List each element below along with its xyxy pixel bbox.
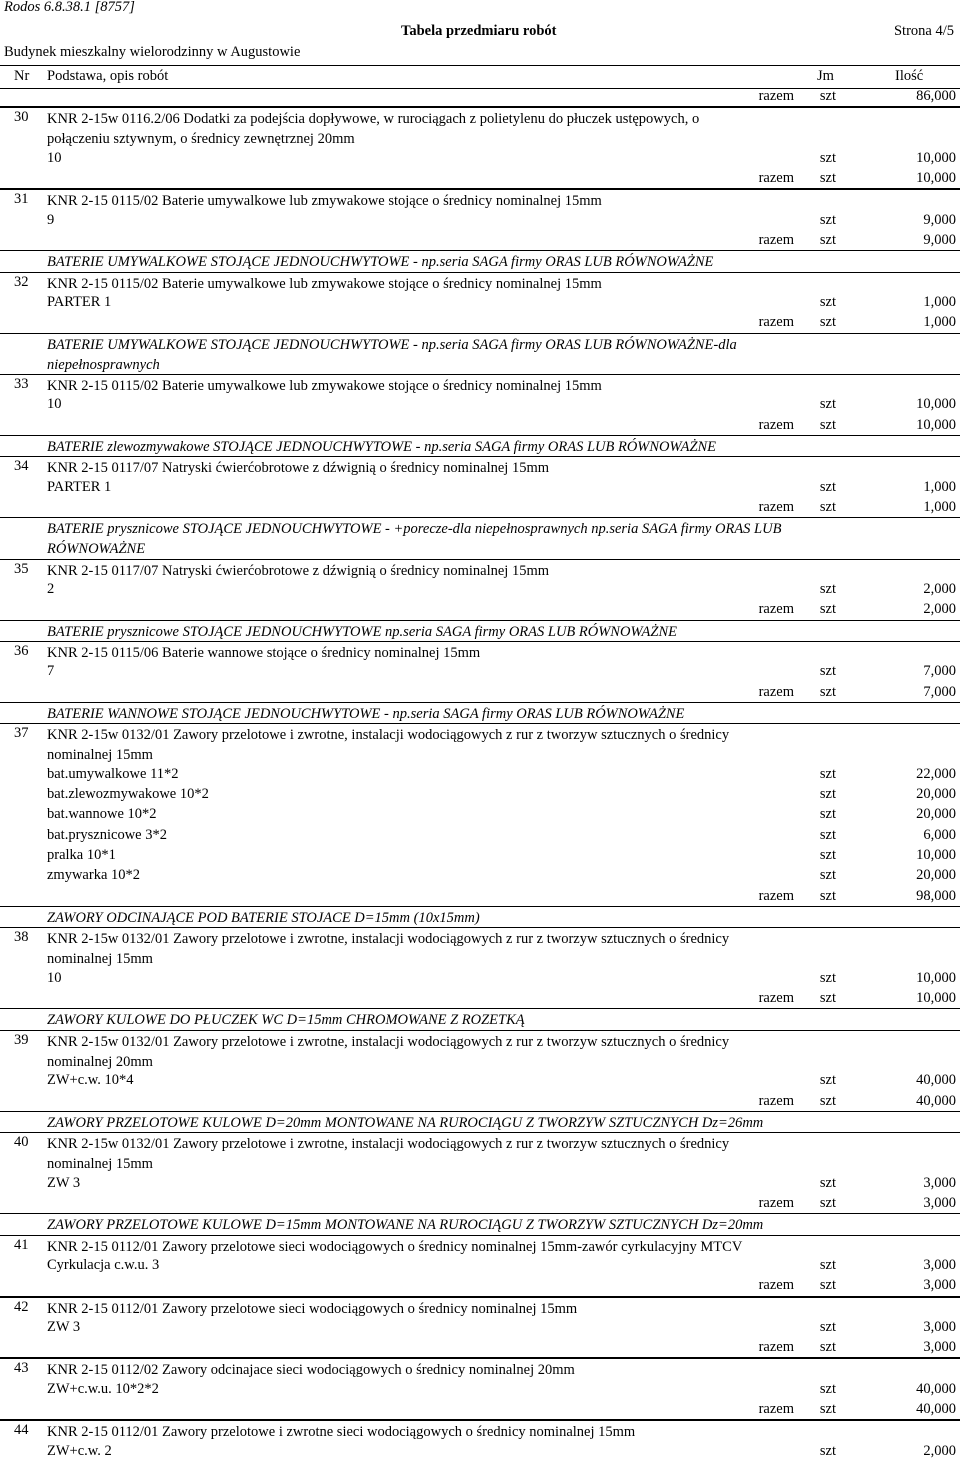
item-note: ZAWORY KULOWE DO PŁUCZEK WC D=15mm CHROMOWANE Z ROZETKĄ — [47, 1012, 525, 1029]
quantity-formula: bat.zlewozmywakowe 10*2 — [47, 786, 209, 803]
unit: szt — [819, 478, 836, 495]
total-value: 2,000 — [923, 601, 956, 618]
item-number: 30 — [14, 109, 29, 126]
quantity-value: 1,000 — [923, 478, 956, 495]
quantity-row — [0, 149, 960, 169]
quantity-row — [0, 846, 960, 866]
quantity-formula: ZW+c.w.u. 10*2*2 — [47, 1380, 159, 1397]
app-version: Rodos 6.8.38.1 [8757] — [4, 0, 135, 15]
unit: szt — [819, 1318, 836, 1335]
quantity-value: 3,000 — [923, 1256, 956, 1273]
unit: szt — [819, 498, 836, 515]
unit: szt — [819, 170, 836, 187]
quantity-value: 9,000 — [923, 211, 956, 228]
total-row — [0, 1194, 960, 1214]
note-row — [0, 703, 960, 723]
item-description: KNR 2-15 0112/01 Zawory przelotowe sieci wodociągowych o średnicy nominalnej 15mm — [47, 1300, 578, 1317]
item-description: KNR 2-15w 0116.2/06 Dodatki za podejścia dopływowe, w rurociągach z polietylenu do płuczek ustępowych, o połączeniu sztywnym, o średnicy zewnętrznej 20mm — [47, 111, 700, 148]
item-description: KNR 2-15 0117/07 Natryski ćwierćobrotowe z dźwignią o średnicy nominalnej 15mm — [47, 562, 550, 579]
total-label: razem — [758, 314, 794, 331]
total-label: razem — [758, 990, 794, 1007]
item-row — [0, 1297, 960, 1318]
total-row — [0, 683, 960, 703]
total-label: razem — [758, 1401, 794, 1417]
total-row — [0, 1400, 960, 1420]
item-note: BATERIE WANNOWE STOJĄCE JEDNOUCHWYTOWE - np.seria SAGA firmy ORAS LUB RÓWNOWAŻNE — [47, 705, 685, 722]
total-value: 10,000 — [916, 990, 956, 1007]
item-number: 36 — [14, 643, 29, 660]
total-label: razem — [758, 601, 794, 618]
item-row — [0, 723, 960, 765]
quantity-row — [0, 478, 960, 498]
col-nr: Nr — [14, 68, 30, 84]
quantity-row — [0, 1071, 960, 1091]
quantity-row — [0, 1318, 960, 1338]
quantity-value: 7,000 — [923, 663, 956, 680]
quantity-row — [0, 1380, 960, 1400]
building-name: Budynek mieszkalny wielorodzinny w Augustowie — [4, 44, 301, 60]
item-description: KNR 2-15 0112/02 Zawory odcinajace sieci wodociągowych o średnicy nominalnej 20mm — [47, 1362, 575, 1379]
total-value: 1,000 — [923, 498, 956, 515]
item-note: ZAWORY PRZELOTOWE KULOWE D=15mm MONTOWANE NA RUROCIĄGU Z TWORZYW SZTUCZNYCH Dz=20mm — [47, 1217, 764, 1234]
quantity-row — [0, 826, 960, 846]
quantity-value: 20,000 — [916, 867, 956, 884]
total-label: razem — [758, 170, 794, 187]
quantity-value: 40,000 — [916, 1072, 956, 1089]
item-row — [0, 927, 960, 969]
unit: szt — [819, 887, 836, 904]
unit: szt — [819, 765, 836, 782]
item-row — [0, 1358, 960, 1379]
quantity-formula: bat.wannowe 10*2 — [47, 806, 157, 823]
quantity-formula: bat.prysznicowe 3*2 — [47, 826, 167, 843]
quantity-formula: ZW+c.w. 2 — [47, 1442, 112, 1459]
unit: szt — [819, 1401, 836, 1417]
total-value: 9,000 — [923, 232, 956, 249]
total-row — [0, 313, 960, 333]
item-row — [0, 1132, 960, 1174]
unit: szt — [819, 232, 836, 249]
item-row — [0, 456, 960, 477]
unit: szt — [819, 663, 836, 680]
quantity-formula: 10 — [47, 396, 62, 413]
total-value: 7,000 — [923, 683, 956, 700]
unit: szt — [819, 211, 836, 228]
item-row — [0, 1235, 960, 1256]
total-value: 3,000 — [923, 1339, 956, 1356]
unit: szt — [819, 1092, 836, 1109]
item-note: BATERIE prysznicowe STOJĄCE JEDNOUCHWYTOWE np.seria SAGA firmy ORAS LUB RÓWNOWAŻNE — [47, 623, 677, 640]
item-number: 38 — [14, 929, 29, 946]
total-label: razem — [758, 1195, 794, 1212]
quantity-formula: ZW 3 — [47, 1318, 81, 1335]
quantity-formula: zmywarka 10*2 — [47, 867, 141, 884]
note-row — [0, 621, 960, 641]
total-value: 1,000 — [923, 314, 956, 331]
total-value: 86,000 — [916, 88, 956, 104]
quantity-formula: PARTER 1 — [47, 478, 112, 495]
unit: szt — [819, 1256, 836, 1273]
quantity-formula: 10 — [47, 149, 62, 166]
item-description: KNR 2-15w 0132/01 Zawory przelotowe i zwrotne, instalacji wodociągowych z rur z tworzyw sztucznych o średnicy nominalnej 15mm — [47, 1136, 730, 1173]
unit: szt — [819, 1339, 836, 1356]
quantity-value: 10,000 — [916, 969, 956, 986]
quantity-value: 2,000 — [923, 581, 956, 598]
note-row — [0, 907, 960, 927]
item-row — [0, 559, 960, 580]
quantity-formula: 7 — [47, 663, 55, 680]
quantity-formula: ZW+c.w. 10*4 — [47, 1072, 134, 1089]
unit: szt — [819, 581, 836, 598]
quantity-row — [0, 580, 960, 600]
unit: szt — [819, 1380, 836, 1397]
item-number: 39 — [14, 1031, 29, 1048]
item-description: KNR 2-15 0115/02 Baterie umywalkowe lub zmywakowe stojące o średnicy nominalnej 15mm — [47, 193, 602, 210]
unit: szt — [819, 786, 836, 803]
quantity-value: 10,000 — [916, 846, 956, 863]
total-row — [0, 231, 960, 251]
item-number: 41 — [14, 1236, 29, 1253]
total-label: razem — [758, 88, 794, 104]
note-row — [0, 1009, 960, 1029]
page-number: Strona 4/5 — [893, 23, 954, 39]
item-number: 33 — [14, 376, 29, 393]
quantity-row — [0, 293, 960, 313]
total-row — [0, 1338, 960, 1358]
unit: szt — [819, 1442, 836, 1459]
item-description: KNR 2-15 0115/02 Baterie umywalkowe lub zmywakowe stojące o średnicy nominalnej 15mm — [47, 378, 602, 395]
total-value: 3,000 — [923, 1195, 956, 1212]
item-row — [0, 107, 960, 149]
item-note: BATERIE prysznicowe STOJĄCE JEDNOUCHWYTOWE - +porecze-dla niepełnosprawnych np.seria SAGA firmy ORAS LUB RÓWNOWAŻNE — [47, 521, 782, 558]
page-title: Tabela przedmiaru robót — [401, 23, 557, 39]
item-note: BATERIE zlewozmywakowe STOJĄCE JEDNOUCHWYTOWE - np.seria SAGA firmy ORAS LUB RÓWNOWAŻNE — [47, 439, 717, 456]
unit: szt — [819, 683, 836, 700]
item-row — [0, 374, 960, 395]
bill-of-quantities — [0, 87, 960, 1462]
total-value: 10,000 — [916, 416, 956, 433]
unit: szt — [819, 1174, 836, 1191]
note-row — [0, 518, 960, 559]
unit: szt — [819, 969, 836, 986]
quantity-formula: pralka 10*1 — [47, 846, 116, 863]
item-row — [0, 641, 960, 662]
item-description: KNR 2-15 0115/06 Baterie wannowe stojące o średnicy nominalnej 15mm — [47, 645, 481, 662]
item-description: KNR 2-15 0117/07 Natryski ćwierćobrotowe z dźwignią o średnicy nominalnej 15mm — [47, 460, 550, 477]
item-number: 44 — [14, 1422, 29, 1439]
total-row — [0, 887, 960, 907]
quantity-row — [0, 969, 960, 989]
item-description: KNR 2-15w 0132/01 Zawory przelotowe i zwrotne, instalacji wodociągowych z rur z tworzyw sztucznych o średnicy nominalnej 15mm — [47, 727, 730, 764]
quantity-value: 2,000 — [923, 1442, 956, 1459]
item-number: 31 — [14, 191, 29, 208]
item-description: KNR 2-15 0112/01 Zawory przelotowe i zwrotne sieci wodociągowych o średnicy nominalnej 15mm — [47, 1424, 636, 1441]
item-number: 34 — [14, 458, 29, 475]
unit: szt — [819, 293, 836, 310]
item-description: KNR 2-15 0115/02 Baterie umywalkowe lub zmywakowe stojące o średnicy nominalnej 15mm — [47, 275, 602, 292]
item-number: 35 — [14, 560, 29, 577]
note-row — [0, 1112, 960, 1132]
total-label: razem — [758, 416, 794, 433]
total-row — [0, 87, 960, 107]
item-row — [0, 272, 960, 293]
quantity-row — [0, 662, 960, 682]
quantity-value: 22,000 — [916, 765, 956, 782]
item-note: ZAWORY ODCINAJĄCE POD BATERIE STOJACE D=15mm (10x15mm) — [47, 909, 480, 926]
col-desc: Podstawa, opis robót — [47, 68, 169, 84]
col-ilosc: Ilość — [895, 68, 924, 84]
total-row — [0, 1092, 960, 1112]
item-note: BATERIE UMYWALKOWE STOJĄCE JEDNOUCHWYTOWE - np.seria SAGA firmy ORAS LUB RÓWNOWAŻNE — [47, 254, 714, 271]
unit: szt — [819, 806, 836, 823]
total-value: 98,000 — [916, 887, 956, 904]
total-row — [0, 600, 960, 620]
quantity-formula: 9 — [47, 211, 55, 228]
total-label: razem — [758, 887, 794, 904]
total-row — [0, 989, 960, 1009]
quantity-value: 10,000 — [916, 149, 956, 166]
total-label: razem — [758, 1277, 794, 1294]
total-value: 40,000 — [916, 1401, 956, 1417]
quantity-row — [0, 785, 960, 805]
quantity-row — [0, 1442, 960, 1462]
unit: szt — [819, 867, 836, 884]
note-row — [0, 334, 960, 375]
quantity-value: 1,000 — [923, 293, 956, 310]
item-description: KNR 2-15w 0132/01 Zawory przelotowe i zwrotne, instalacji wodociągowych z rur z tworzyw sztucznych o średnicy nominalnej 20mm — [47, 1033, 730, 1070]
item-number: 42 — [14, 1298, 29, 1315]
quantity-value: 6,000 — [923, 826, 956, 843]
total-label: razem — [758, 683, 794, 700]
item-description: KNR 2-15w 0132/01 Zawory przelotowe i zwrotne, instalacji wodociągowych z rur z tworzyw sztucznych o średnicy nominalnej 15mm — [47, 931, 730, 968]
total-label: razem — [758, 232, 794, 249]
quantity-formula: ZW 3 — [47, 1174, 81, 1191]
total-label: razem — [758, 1092, 794, 1109]
quantity-row — [0, 805, 960, 825]
unit: szt — [819, 1277, 836, 1294]
item-row — [0, 1030, 960, 1072]
quantity-value: 40,000 — [916, 1380, 956, 1397]
item-description: KNR 2-15 0112/01 Zawory przelotowe sieci wodociągowych o średnicy nominalnej 15mm-zawór cyrkulacyjny MTCV — [47, 1238, 743, 1255]
quantity-value: 3,000 — [923, 1318, 956, 1335]
quantity-row — [0, 866, 960, 886]
quantity-formula: Cyrkulacja c.w.u. 3 — [47, 1256, 160, 1273]
quantity-row — [0, 1256, 960, 1276]
note-row — [0, 1214, 960, 1234]
quantity-value: 3,000 — [923, 1174, 956, 1191]
unit: szt — [819, 149, 836, 166]
total-row — [0, 1276, 960, 1296]
quantity-formula: bat.umywalkowe 11*2 — [47, 765, 179, 782]
item-row — [0, 1420, 960, 1441]
unit: szt — [819, 88, 836, 104]
item-note: BATERIE UMYWALKOWE STOJĄCE JEDNOUCHWYTOWE - np.seria SAGA firmy ORAS LUB RÓWNOWAŻNE-dla niepełnosprawnych — [47, 336, 737, 373]
total-row — [0, 498, 960, 518]
total-value: 3,000 — [923, 1277, 956, 1294]
note-row — [0, 251, 960, 271]
quantity-formula: 2 — [47, 581, 55, 598]
total-row — [0, 169, 960, 189]
total-label: razem — [758, 1339, 794, 1356]
unit: szt — [819, 1195, 836, 1212]
note-row — [0, 436, 960, 456]
unit: szt — [819, 846, 836, 863]
unit: szt — [819, 601, 836, 618]
item-row — [0, 189, 960, 210]
unit: szt — [819, 314, 836, 331]
column-header — [0, 65, 960, 89]
quantity-value: 10,000 — [916, 396, 956, 413]
quantity-row — [0, 211, 960, 231]
total-value: 40,000 — [916, 1092, 956, 1109]
unit: szt — [819, 416, 836, 433]
unit: szt — [819, 990, 836, 1007]
quantity-row — [0, 765, 960, 785]
quantity-row — [0, 395, 960, 415]
total-row — [0, 416, 960, 436]
quantity-value: 20,000 — [916, 806, 956, 823]
item-number: 37 — [14, 725, 29, 742]
quantity-formula: PARTER 1 — [47, 293, 112, 310]
unit: szt — [819, 826, 836, 843]
item-number: 43 — [14, 1360, 29, 1377]
quantity-value: 20,000 — [916, 786, 956, 803]
item-number: 32 — [14, 273, 29, 290]
item-number: 40 — [14, 1134, 29, 1151]
total-label: razem — [758, 498, 794, 515]
item-note: ZAWORY PRZELOTOWE KULOWE D=20mm MONTOWANE NA RUROCIĄGU Z TWORZYW SZTUCZNYCH Dz=26mm — [47, 1114, 764, 1131]
total-value: 10,000 — [916, 170, 956, 187]
quantity-row — [0, 1174, 960, 1194]
col-jm: Jm — [817, 68, 834, 84]
unit: szt — [819, 1072, 836, 1089]
unit: szt — [819, 396, 836, 413]
quantity-formula: 10 — [47, 969, 62, 986]
